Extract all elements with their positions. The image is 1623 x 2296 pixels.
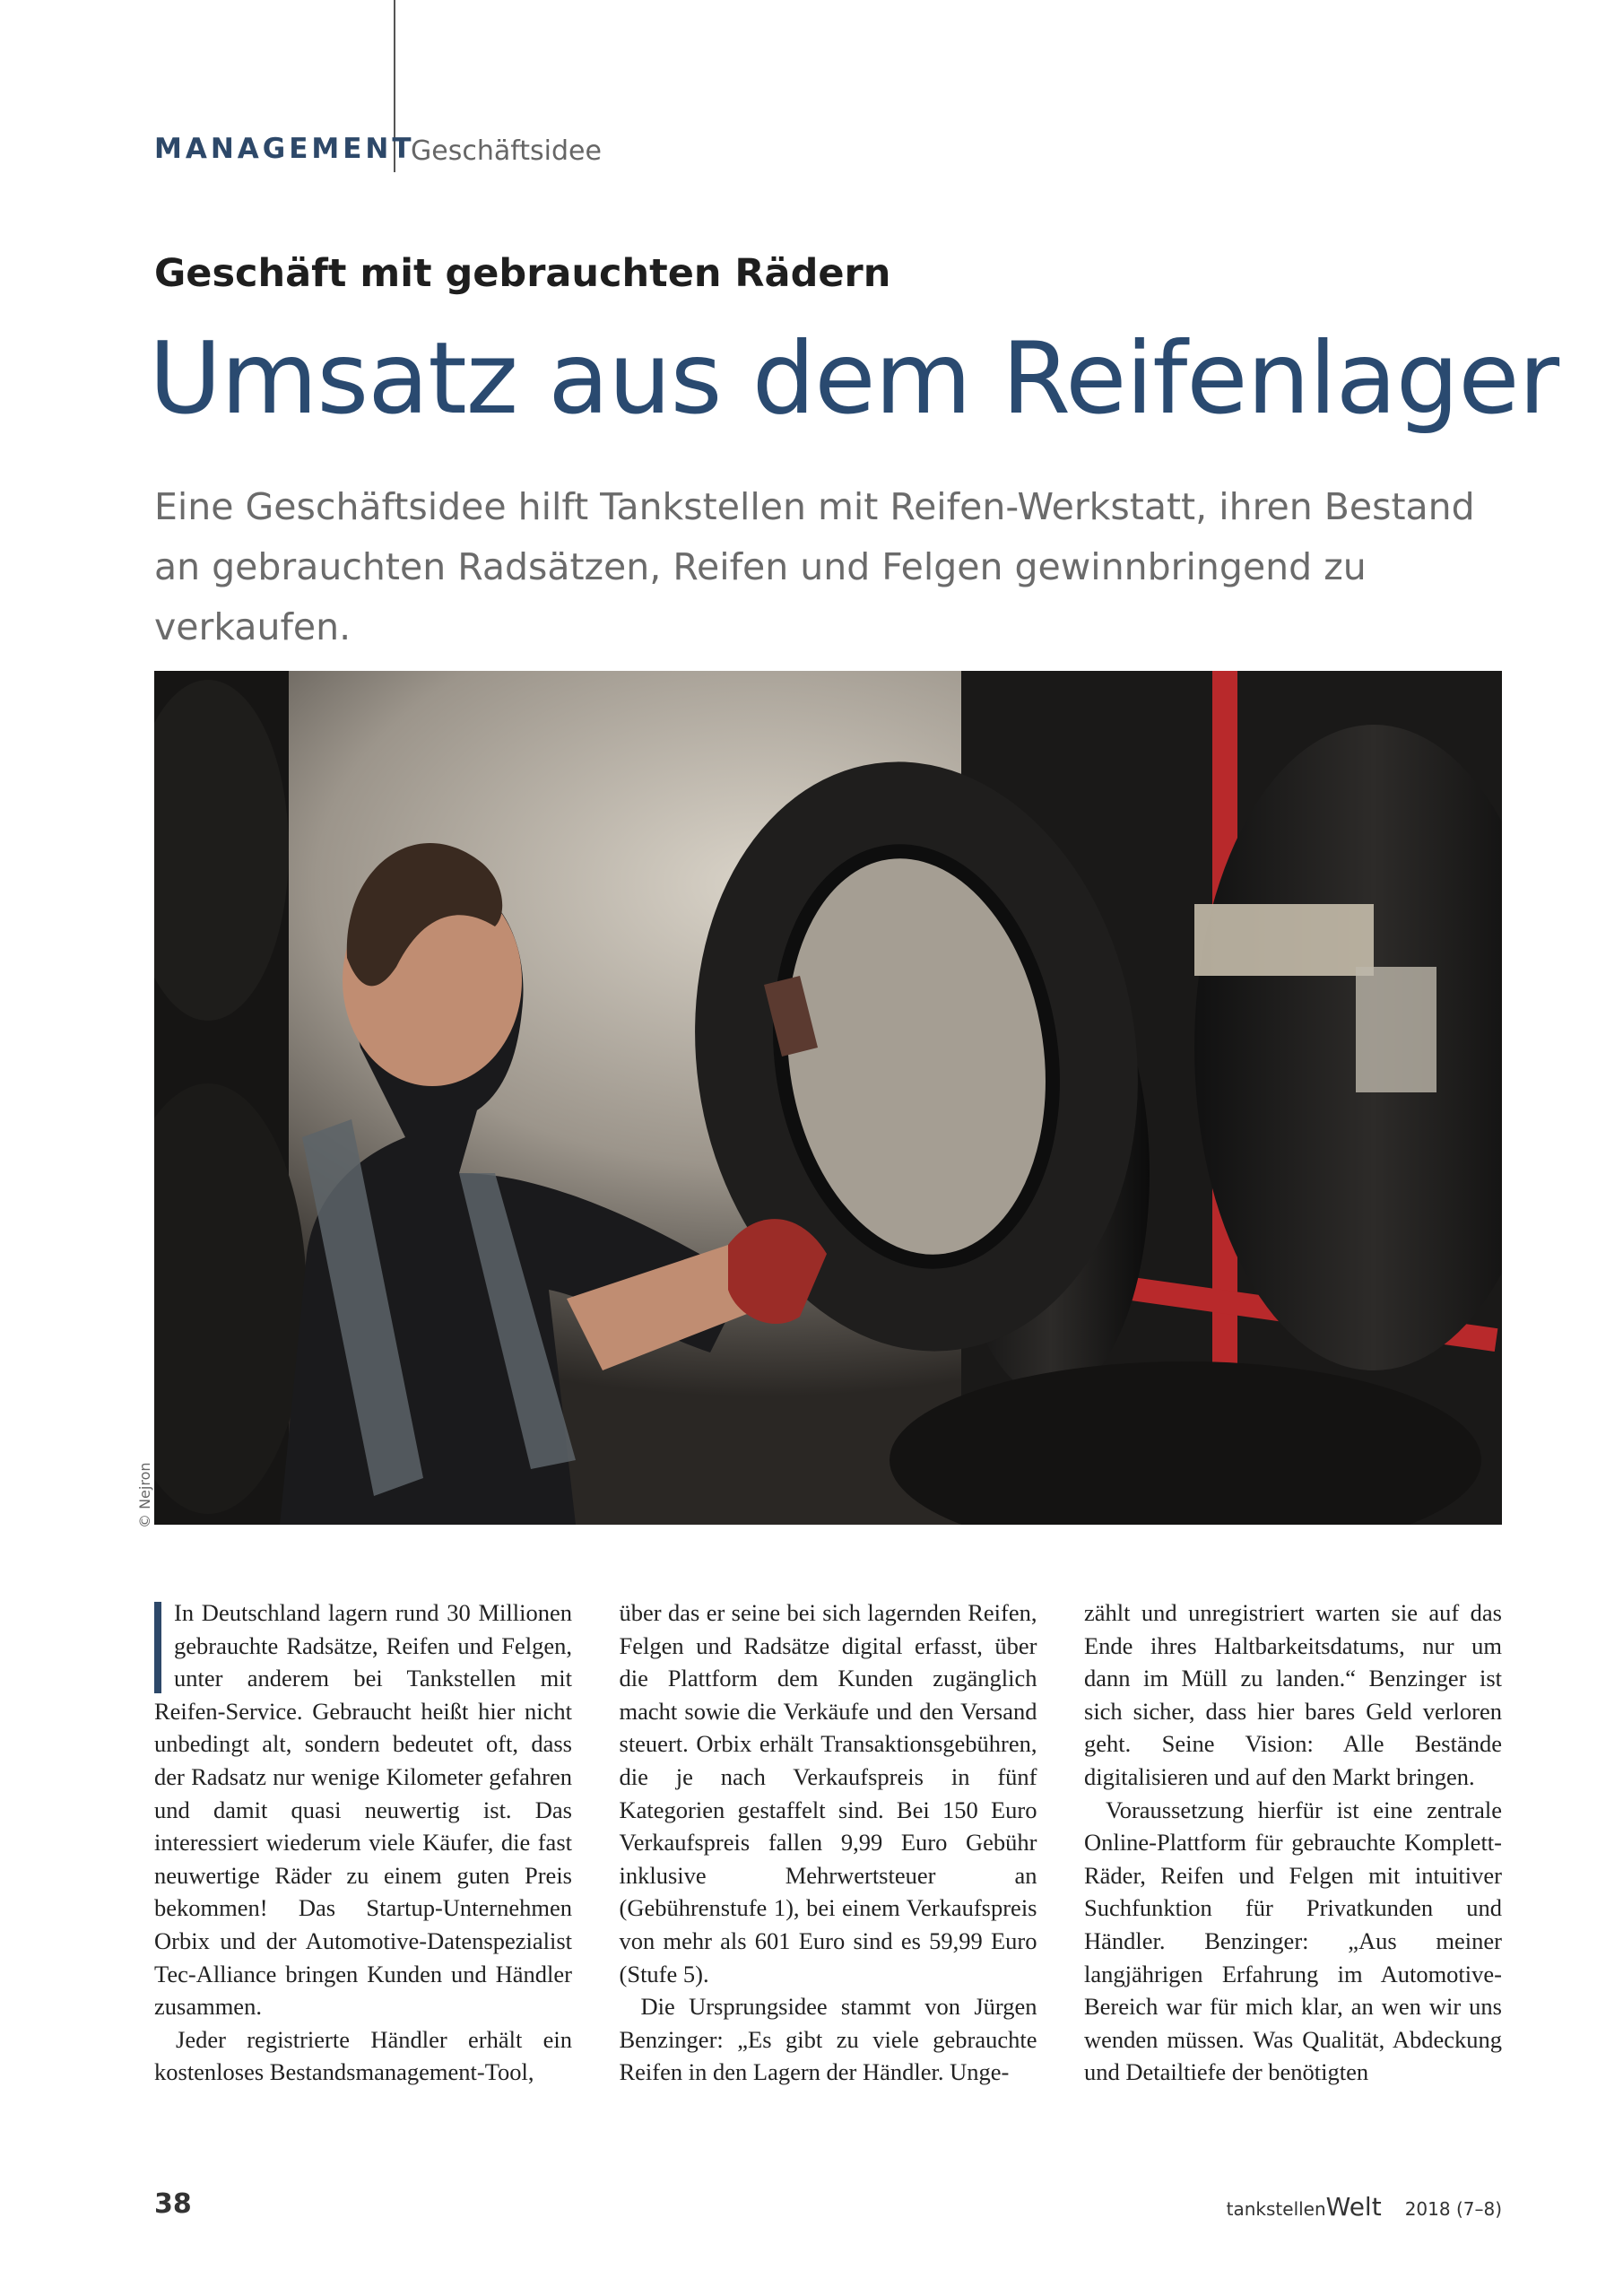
paragraph: Voraussetzung hierfür ist eine zentrale Online-Plattform für gebrauchte Komplett-Räder, Reifen und Felgen mit intuitiver Suchfunktion für Privatkunden und Händler. Benzinger: „Aus meiner langjährigen Erfahrung im Automotive-Bereich war für mich klar, an wen wir uns wenden müssen. Was Qualität, Abdeckung und Detailtiefe der benötigten xyxy=(1084,1796,1502,2086)
article-teaser: Eine Geschäftsidee hilft Tankstellen mit Reifen-Werkstatt, ihren Bestand an gebrauchten Radsätzen, Reifen und Felgen gewinnbringend zu verkaufen. xyxy=(154,485,1475,648)
paragraph: über das er seine bei sich lagernden Reifen, Felgen und Radsätze digital erfasst, über die Plattform dem Kunden zugänglich macht sowie die Verkäufe und den Versand steuert. Orbix erhält Transaktionsgebühren, die je nach Verkaufspreis in fünf Kategorien gestaffelt sind. Bei 150 Euro Verkaufspreis fallen 9,99 Euro Gebühr inklusive Mehrwertsteuer an (Gebührenstufe 1), bei einem Verkaufspreis von mehr als 601 Euro sind es 59,99 Euro (Stufe 5). xyxy=(619,1599,1037,1987)
section-header xyxy=(154,133,415,165)
paragraph: Jeder registrierte Händler erhält ein kostenloses Bestandsmanagement-Tool, xyxy=(154,2025,572,2086)
page-number: 38 xyxy=(154,2188,192,2220)
column-1 xyxy=(154,1596,572,2089)
paragraph: zählt und unregistriert warten sie auf das Ende ihres Haltbarkeitsdatums, nur um dann im Müll zu landen.“ Benzinger ist sich sicher, dass hier bares Geld verloren geht. Seine Vision: Alle Bestände digitalisieren und auf den Markt bringen. xyxy=(1084,1599,1502,1790)
issue-label: 2018 (7–8) xyxy=(1404,2198,1502,2220)
initial-bar xyxy=(154,1602,161,1693)
photo-credit: © Nejron xyxy=(136,1462,153,1528)
column-2 xyxy=(620,1596,1037,2089)
paragraph: In Deutschland lagern rund 30 Millionen gebrauchte Radsätze, Reifen und Felgen, unter anderem bei Tankstellen mit Reifen-Service. Gebraucht heißt hier nicht unbedingt alt, sondern bedeutet oft, dass der Radsatz nur wenige Kilometer gefahren und damit quasi neuwertig ist. Das interessiert wiederum viele Käufer, die fast neuwertige Räder zu einem guten Preis bekommen! Das Startup-Unternehmen Orbix und der Automotive-Datenspezialist Tec-Alliance bringen Kunden und Händler zusammen. xyxy=(154,1599,572,2021)
magazine-name-light: tankstellen xyxy=(1226,2198,1326,2220)
paragraph: Die Ursprungsidee stammt von Jürgen Benzinger: „Es gibt zu viele gebrauchte Reifen in den Lagern der Händler. Unge- xyxy=(619,1993,1037,2086)
article-kicker: Geschäft mit gebrauchten Rädern xyxy=(154,251,891,296)
section-name: MANAGEMENT xyxy=(154,133,415,165)
magazine-name-bold: Welt xyxy=(1325,2192,1382,2222)
article-headline: Umsatz aus dem Reifenlager xyxy=(149,321,1559,437)
article-photo xyxy=(154,671,1502,1525)
subsection-name: Geschäftsidee xyxy=(411,135,602,167)
article-body xyxy=(154,1596,1502,2089)
column-3 xyxy=(1084,1596,1502,2089)
footer-magazine xyxy=(1227,2192,1502,2222)
